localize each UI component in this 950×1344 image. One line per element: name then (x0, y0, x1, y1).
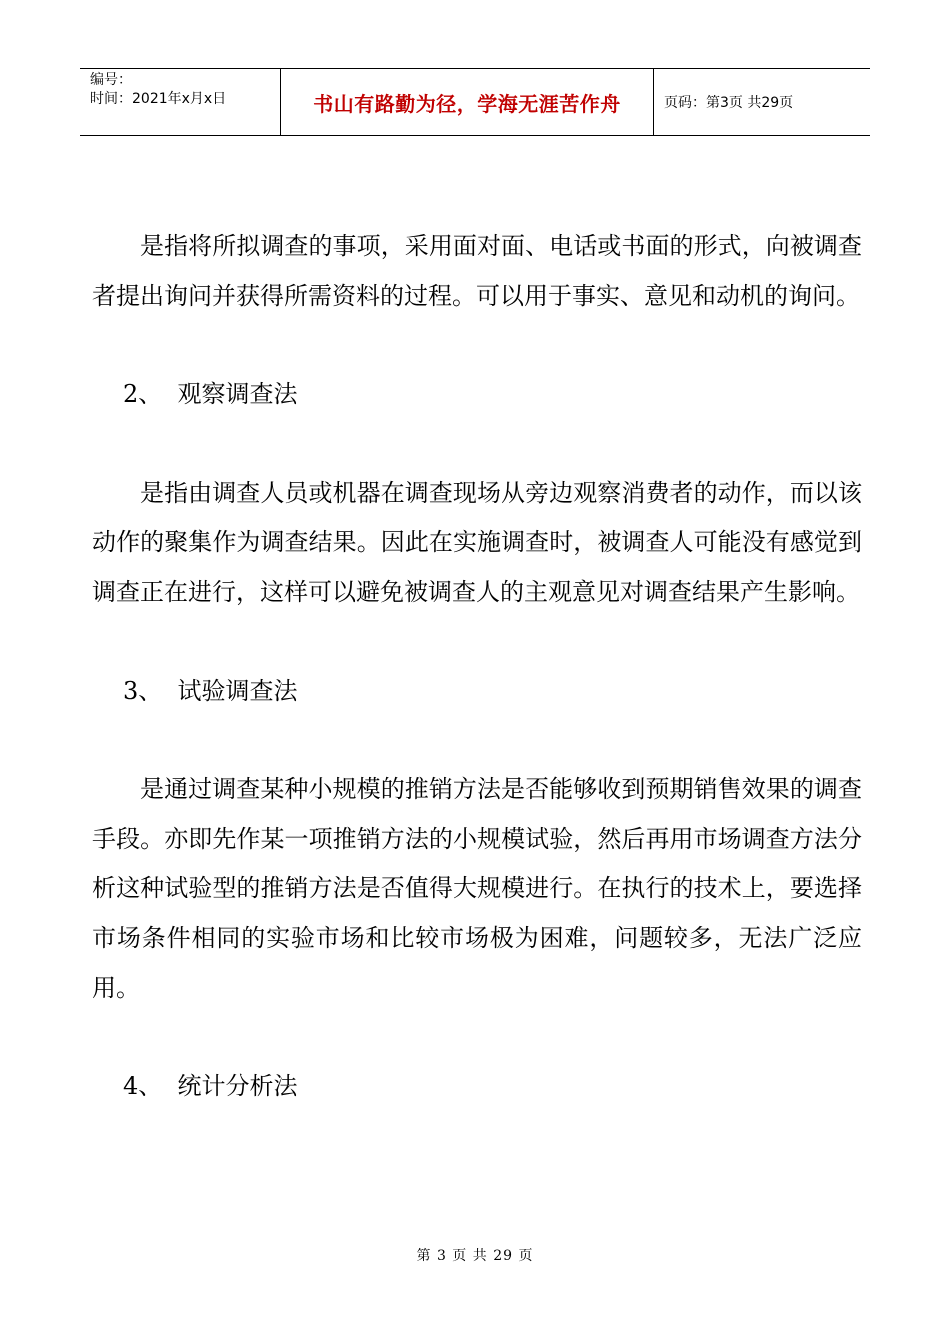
document-body (92, 222, 862, 1112)
section-heading: 4、 统计分析法 (123, 1072, 298, 1101)
paragraph: 是通过调查某种小规模的推销方法是否能够收到预期销售效果的调查手段。亦即先作某一项推销方法的小规模试验，然后再用市场调查方法分析这种试验型的推销方法是否值得大规模进行。在执行的技术上，要选择市场条件相同的实验市场和比较市场极为困难，问题较多，无法广泛应用。 (92, 775, 862, 1002)
document-header (80, 68, 870, 136)
section-heading: 3、 试验调查法 (123, 676, 298, 705)
section-heading: 2、 观察调查法 (123, 380, 298, 409)
paragraph: 是指由调查人员或机器在调查现场从旁边观察消费者的动作，而以该动作的聚集作为调查结果。因此在实施调查时，被调查人可能没有感觉到调查正在进行，这样可以避免被调查人的主观意见对调查结果产生影响。 (92, 478, 862, 606)
header-motto: 书山有路勤为径，学海无涯苦作舟 (281, 69, 654, 135)
page-footer: 第 3 页 共 29 页 (416, 1248, 534, 1264)
header-meta (80, 69, 281, 135)
paragraph: 是指将所拟调查的事项，采用面对面、电话或书面的形式，向被调查者提出询问并获得所需资料的过程。可以用于事实、意见和动机的询问。 (92, 232, 862, 310)
header-page-info: 页码：第3页 共29页 (664, 95, 794, 111)
document-time-label: 时间：2021年x月x日 (90, 91, 227, 107)
document-number-label: 编号： (90, 72, 132, 88)
